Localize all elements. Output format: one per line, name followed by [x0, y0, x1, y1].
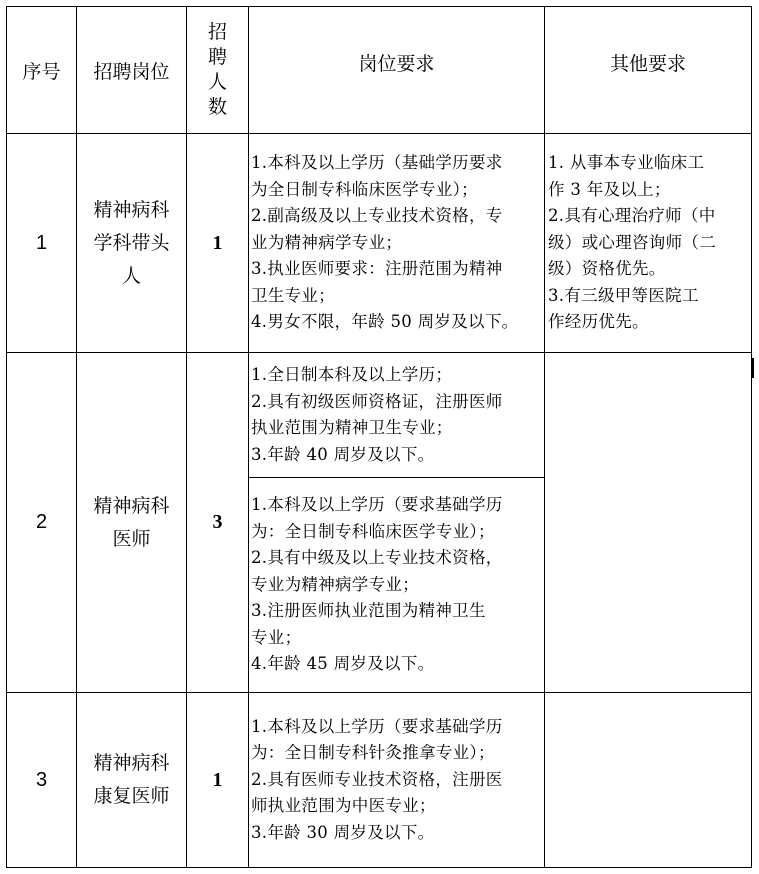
header-count-char: 聘 [207, 46, 227, 68]
row-3-seq: 3 [35, 768, 48, 791]
requirement-line: 3.注册医师执业范围为精神卫生 [251, 601, 486, 621]
requirement-line: 专业； [251, 627, 302, 647]
requirement-line: 专业为精神病学专业； [251, 574, 419, 594]
requirement-line: 2.副高级及以上专业技术资格，专 [251, 206, 503, 226]
requirement-line: 2.具有医师专业技术资格，注册医 [251, 769, 503, 789]
table-border-bottom [6, 867, 752, 868]
requirement-line: 3.执业医师要求：注册范围为精神 [251, 259, 503, 279]
requirement-line: 4.年龄 45 周岁及以下。 [251, 654, 435, 674]
header-requirements: 岗位要求 [358, 52, 435, 75]
requirement-line: 1.本科及以上学历（要求基础学历 [251, 716, 503, 736]
post-line: 康复医师 [93, 785, 170, 807]
row-2-count: 3 [212, 511, 223, 533]
other-line: 作经历优先。 [548, 312, 649, 332]
row-1-count: 1 [212, 231, 223, 254]
row-1-other [546, 134, 751, 352]
requirement-line: 师执业范围为中医专业； [251, 796, 436, 816]
table-border-right [751, 6, 752, 868]
row-2-seq: 2 [35, 511, 48, 533]
header-count-char: 人 [207, 71, 227, 93]
header-seq: 序号 [22, 60, 61, 83]
post-line: 学科带头 [93, 231, 170, 254]
row-2-requirements-a [249, 353, 544, 477]
row-1-requirements [249, 134, 544, 352]
requirement-line: 业为精神病学专业； [251, 232, 403, 252]
post-line: 精神病科 [93, 752, 170, 774]
header-count-char: 数 [207, 96, 227, 118]
requirement-line: 2.具有初级医师资格证，注册医师 [251, 391, 503, 411]
requirement-line: 卫生专业； [251, 285, 335, 305]
requirement-line: 为：全日制专科临床医学专业）； [251, 521, 495, 541]
post-line: 精神病科 [93, 198, 170, 221]
post-line: 医师 [112, 527, 151, 550]
row-2-requirements-b [249, 478, 544, 692]
requirement-line: 1.本科及以上学历（基础学历要求 [251, 153, 503, 173]
row-3-count: 1 [212, 768, 223, 791]
header-count [187, 7, 248, 133]
row-3-requirements [249, 693, 544, 867]
requirement-line: 执业范围为精神卫生专业； [251, 418, 453, 437]
column-divider [544, 6, 545, 868]
header-other: 其他要求 [609, 52, 686, 75]
requirement-line: 2.具有中级及以上专业技术资格， [251, 548, 503, 568]
requirement-line: 1.本科及以上学历（要求基础学历 [251, 495, 503, 515]
other-line: 2.具有心理治疗师（中 [548, 206, 716, 226]
requirement-line: 3.年龄 30 周岁及以下。 [251, 822, 435, 842]
requirement-line: 为：全日制专科针灸推拿专业）； [251, 743, 495, 763]
requirement-line: 为全日制专科临床医学专业）； [251, 179, 478, 199]
other-line: 级）或心理咨询师（二 [548, 232, 716, 252]
other-line: 作 3 年及以上； [548, 179, 671, 199]
post-line: 人 [121, 264, 141, 287]
header-post: 招聘岗位 [93, 60, 170, 83]
requirement-line: 3.年龄 40 周岁及以下。 [251, 444, 435, 464]
row-2-post [77, 353, 186, 692]
row-3-post [77, 693, 186, 867]
requirement-line: 4.男女不限，年龄 50 周岁及以下。 [251, 312, 519, 332]
other-line: 级）资格优先。 [548, 259, 666, 279]
post-line: 精神病科 [93, 494, 170, 517]
text-cursor [752, 358, 754, 378]
requirement-line: 1.全日制本科及以上学历； [251, 365, 453, 384]
other-line: 1. 从事本专业临床工 [548, 153, 705, 173]
header-count-char: 招 [207, 21, 227, 43]
row-1-seq: 1 [35, 231, 48, 254]
row-1-post [77, 134, 186, 352]
other-line: 3.有三级甲等医院工 [548, 285, 699, 305]
